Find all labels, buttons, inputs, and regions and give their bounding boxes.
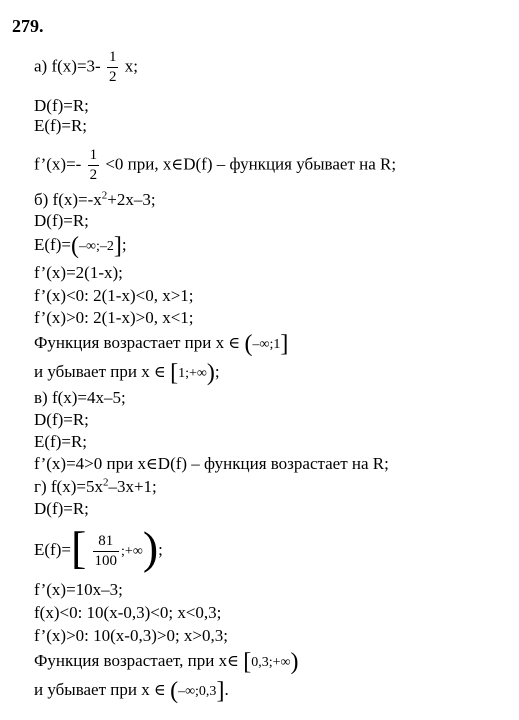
element-of-symbol: ∈ <box>228 335 241 352</box>
v-function-line: в) f(x)=4x–5; <box>34 388 126 407</box>
open-bracket: [ <box>170 360 179 386</box>
close-bracket: ] <box>280 331 289 357</box>
g-function-line <box>34 477 157 497</box>
g-decreasing-interval: –∞;0,3 <box>178 684 217 699</box>
v-derivative-conclusion: D(f) – функция возрастает на R; <box>157 454 389 473</box>
v-derivative-line <box>34 454 389 475</box>
fraction-numerator: 1 <box>88 148 100 166</box>
g-decreasing-text: и убывает при x <box>34 680 150 699</box>
b-range-interval: –∞;–2 <box>78 239 114 254</box>
b-function-line <box>34 190 156 210</box>
g-decreasing-line <box>34 680 229 702</box>
a-derivative-line <box>34 148 396 183</box>
a-derivative-fraction <box>88 148 100 183</box>
semicolon: ; <box>158 540 163 559</box>
close-bracket: ) <box>290 649 299 675</box>
g-range-infinity: ;+∞ <box>121 544 143 559</box>
g-increasing-interval: 0,3;+∞ <box>251 655 291 670</box>
v-domain-line: D(f)=R; <box>34 410 89 429</box>
b-increasing-interval: –∞;1 <box>252 337 281 352</box>
element-of-symbol: ∈ <box>153 682 166 699</box>
g-range-fraction <box>93 534 120 569</box>
problem-number: 279. <box>12 16 44 36</box>
v-range-line: E(f)=R; <box>34 432 88 451</box>
b-derivative-negative-line: f’(x)<0: 2(1-x)<0, x>1; <box>34 286 194 305</box>
g-increasing-text: Функция возрастает, при x <box>34 651 228 670</box>
b-exponent: 2 <box>101 189 108 202</box>
a-function-text: а) f(x)=3- <box>34 56 101 76</box>
g-positive-line: f’(x)>0: 10(x-0,3)>0; x>0,3; <box>34 626 228 645</box>
g-exponent: 2 <box>102 476 109 489</box>
semicolon: ; <box>214 362 220 381</box>
b-increasing-line <box>34 333 288 355</box>
b-range-line <box>34 235 127 257</box>
fraction-denominator: 100 <box>94 552 118 569</box>
close-bracket: ) <box>206 360 215 386</box>
element-of-symbol: ∈ <box>227 653 239 670</box>
fraction-numerator: 1 <box>107 50 119 68</box>
b-domain-line: D(f)=R; <box>34 211 89 230</box>
a-function-variable: x; <box>124 56 138 76</box>
v-derivative-text: f’(x)=4>0 при x <box>34 454 146 473</box>
a-derivative-condition: <0 при, x <box>105 154 172 174</box>
b-derivative-positive-line: f’(x)>0: 2(1-x)>0, x<1; <box>34 308 194 327</box>
b-decreasing-interval: 1;+∞ <box>178 366 207 381</box>
fraction-denominator: 2 <box>108 69 117 85</box>
b-range-label: E(f)= <box>34 235 71 254</box>
b-derivative-line: f’(x)=2(1-x); <box>34 263 123 282</box>
b-function-rest: +2x–3; <box>107 190 156 209</box>
a-derivative-conclusion: D(f) – функция убывает на R; <box>183 154 397 174</box>
g-range-label: E(f)= <box>34 540 71 559</box>
open-bracket: ( <box>170 678 179 704</box>
g-negative-line: f(x)<0: 10(x-0,3)<0; x<0,3; <box>34 603 222 622</box>
a-function-fraction <box>107 50 119 85</box>
g-domain-line: D(f)=R; <box>34 499 89 518</box>
b-increasing-text: Функция возрастает при x <box>34 333 225 352</box>
open-bracket: [ <box>70 522 87 573</box>
open-bracket: [ <box>243 649 252 675</box>
close-bracket: ] <box>216 678 225 704</box>
g-function-text: г) f(x)=5x <box>34 477 103 496</box>
a-range-line: E(f)=R; <box>34 116 88 135</box>
b-function-text: б) f(x)=-x <box>34 190 102 209</box>
fraction-numerator: 81 <box>93 534 120 552</box>
g-function-rest: –3x+1; <box>108 477 157 496</box>
open-bracket: ( <box>70 233 79 259</box>
fraction-denominator: 2 <box>89 167 98 183</box>
g-derivative-line: f’(x)=10x–3; <box>34 580 123 599</box>
a-function-line <box>34 50 138 85</box>
g-increasing-line <box>34 651 298 673</box>
a-derivative-text: f’(x)=- <box>34 154 82 174</box>
close-bracket: ] <box>113 233 122 259</box>
a-domain-line: D(f)=R; <box>34 96 89 115</box>
close-bracket: ) <box>142 522 159 573</box>
semicolon: ; <box>121 235 127 254</box>
b-decreasing-text: и убывает при x <box>34 362 150 381</box>
b-decreasing-line <box>34 362 220 384</box>
period: . <box>224 680 229 699</box>
element-of-symbol: ∈ <box>153 364 166 381</box>
open-bracket: ( <box>244 331 253 357</box>
g-range-line <box>34 522 163 573</box>
element-of-symbol: ∈ <box>171 156 184 174</box>
element-of-symbol: ∈ <box>145 456 158 473</box>
